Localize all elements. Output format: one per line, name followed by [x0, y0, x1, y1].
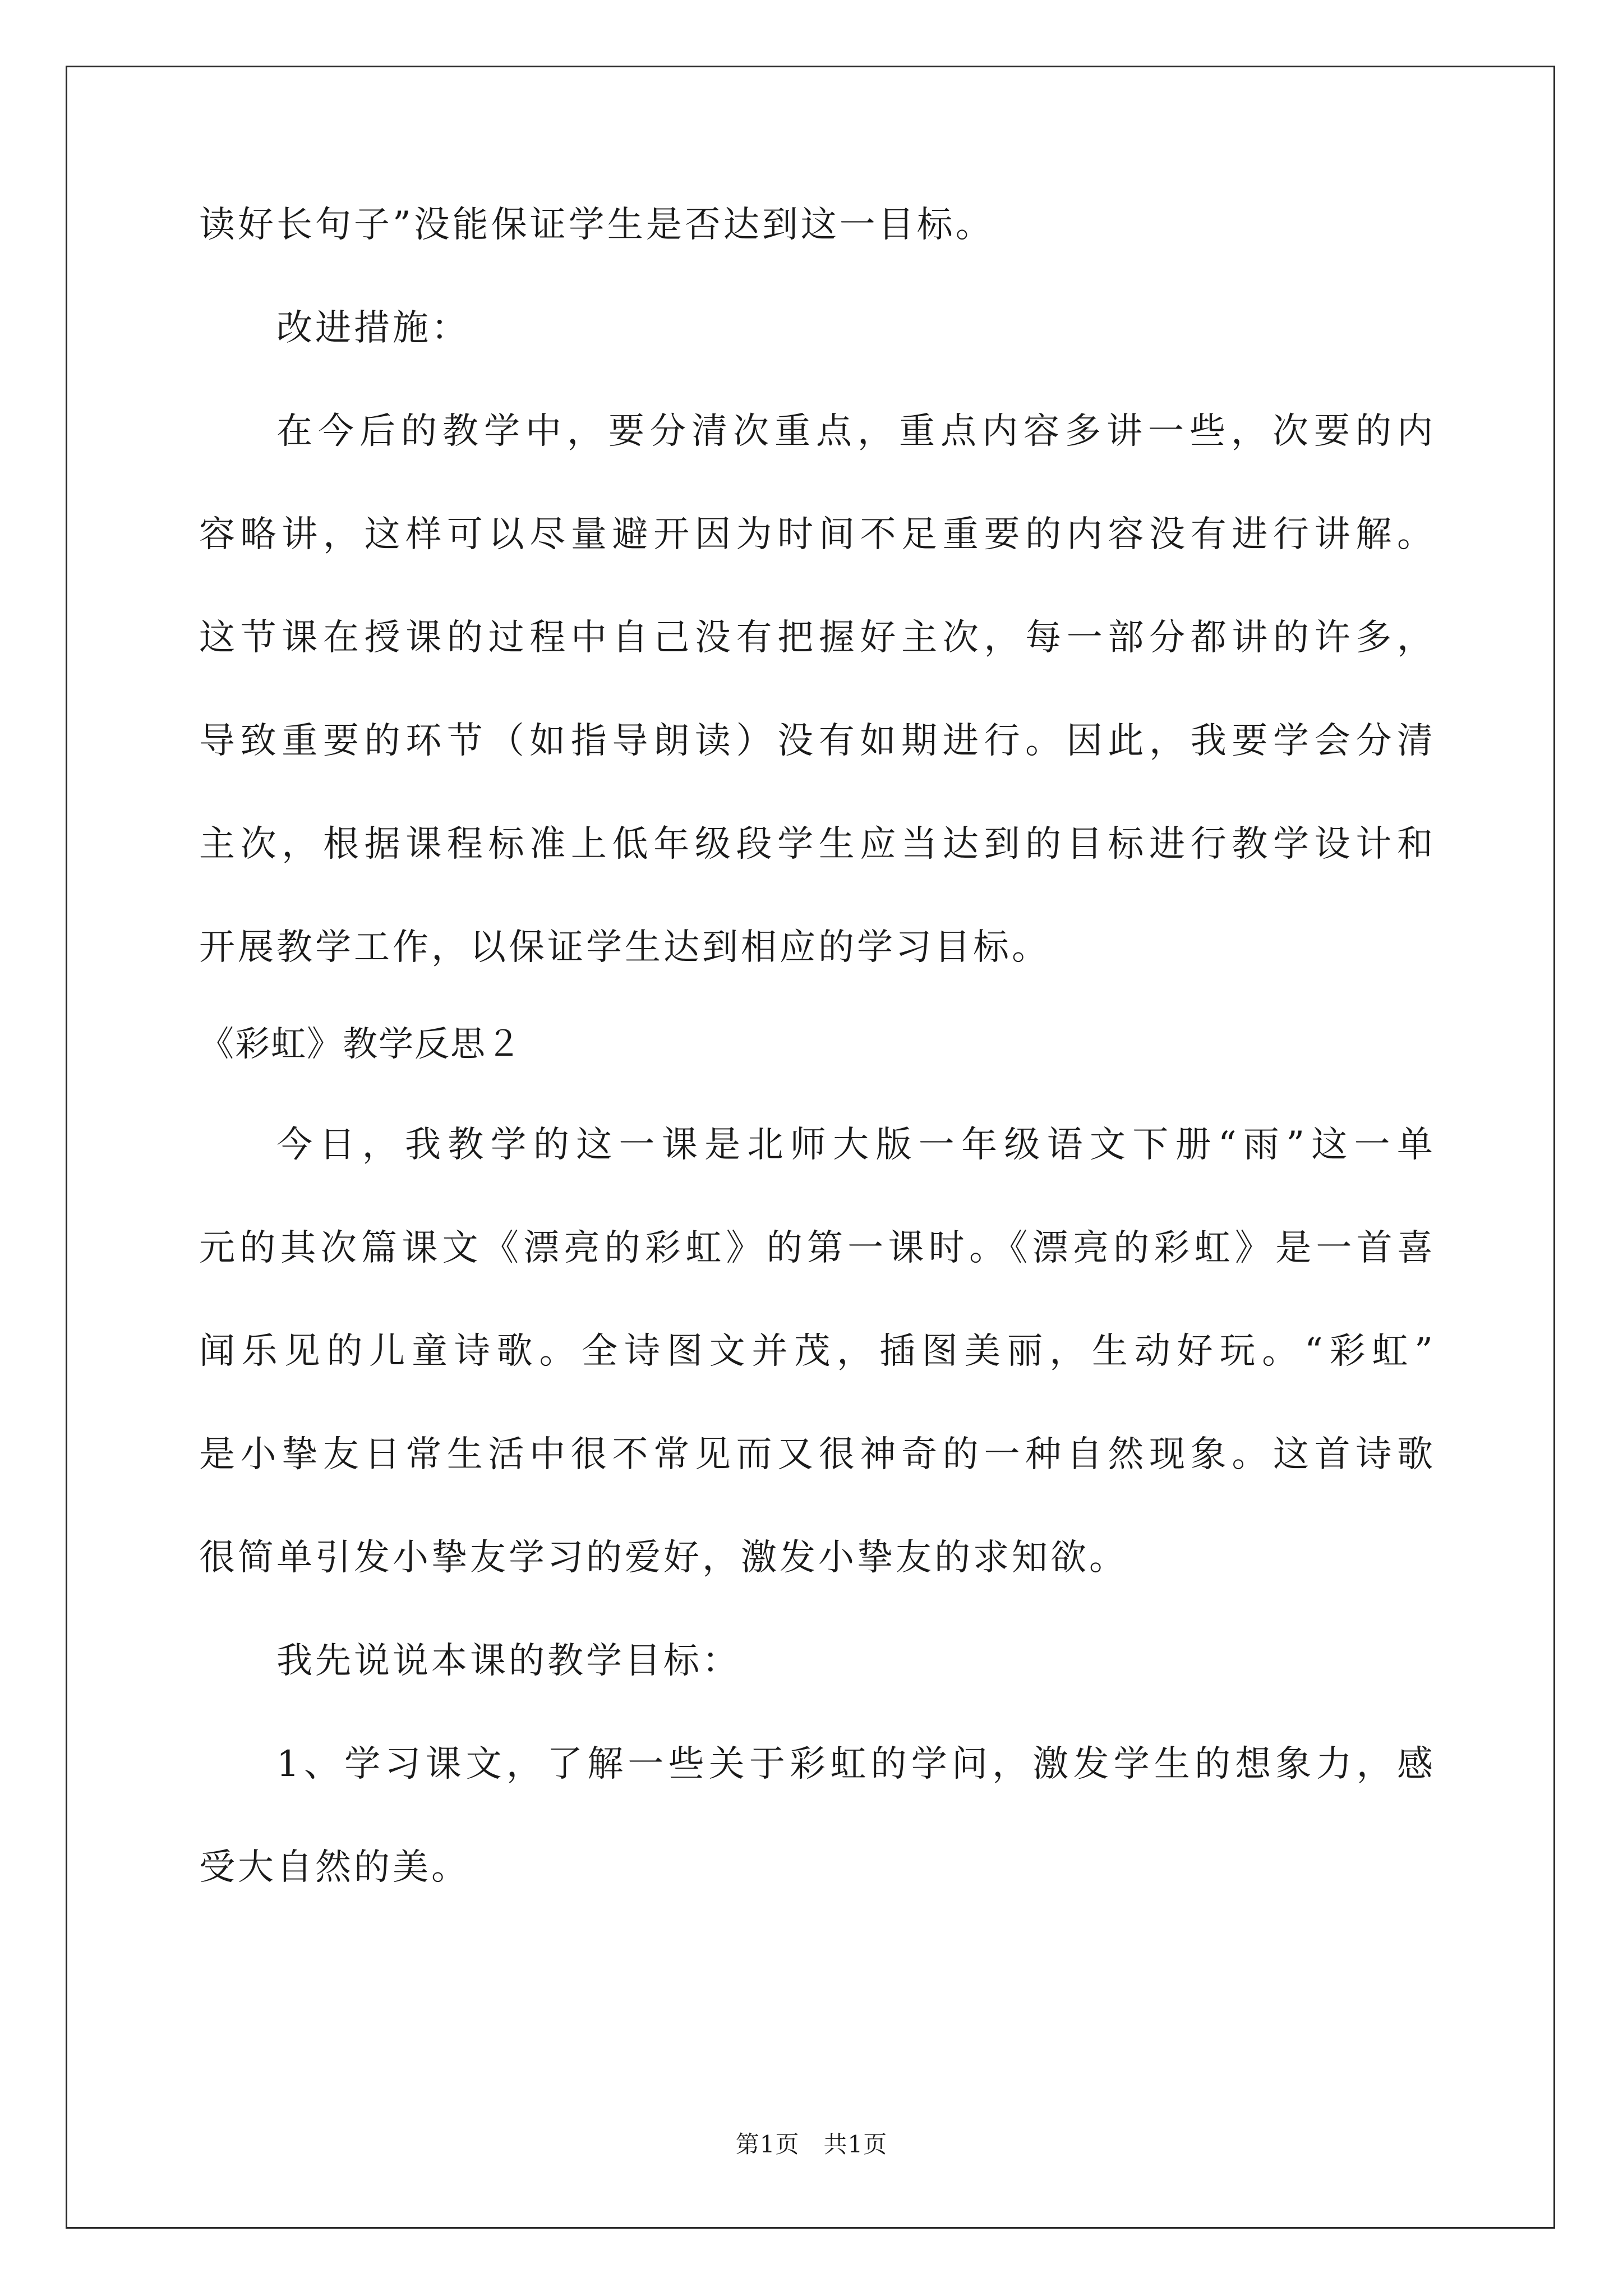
text-line: 容略讲，这样可以尽量避开因为时间不足重要的内容没有进行讲解。 — [199, 514, 1436, 555]
text-line: 很简单引发小挚友学习的爱好，激发小挚友的求知欲。 — [199, 1537, 1128, 1579]
text-line: 元的其次篇课文《漂亮的彩虹》的第一课时。《漂亮的彩虹》是一首喜 — [199, 1227, 1436, 1269]
text-line: 在今后的教学中，要分清次重点，重点内容多讲一些，次要的内 — [276, 411, 1436, 452]
text-line: 闻乐见的儿童诗歌。全诗图文并茂，插图美丽，生动好玩。“彩虹” — [199, 1331, 1436, 1372]
text-line: 主次，根据课程标准上低年级段学生应当达到的目标进行教学设计和 — [199, 823, 1436, 865]
text-line: 今日，我教学的这一课是北师大版一年级语文下册“雨”这一单 — [276, 1124, 1436, 1166]
page-number: 第1页 共1页 — [735, 2131, 888, 2158]
text-line: 开展教学工作，以保证学生达到相应的学习目标。 — [199, 927, 1050, 968]
section-label: 改进措施： — [276, 307, 470, 349]
section-heading: 《彩虹》教学反思２ — [199, 1023, 523, 1064]
text-line: 导致重要的环节（如指导朗读）没有如期进行。因此，我要学会分清 — [199, 720, 1436, 762]
text-line: 我先说说本课的教学目标： — [276, 1640, 741, 1682]
text-line: 受大自然的美。 — [199, 1847, 470, 1888]
text-line: 读好长句子”没能保证学生是否达到这一目标。 — [199, 204, 994, 246]
text-line: 1、学习课文，了解一些关于彩虹的学问，激发学生的想象力，感 — [276, 1743, 1436, 1785]
text-line: 这节课在授课的过程中自己没有把握好主次，每一部分都讲的许多， — [199, 617, 1436, 659]
text-line: 是小挚友日常生活中很不常见而又很神奇的一种自然现象。这首诗歌 — [199, 1434, 1436, 1475]
